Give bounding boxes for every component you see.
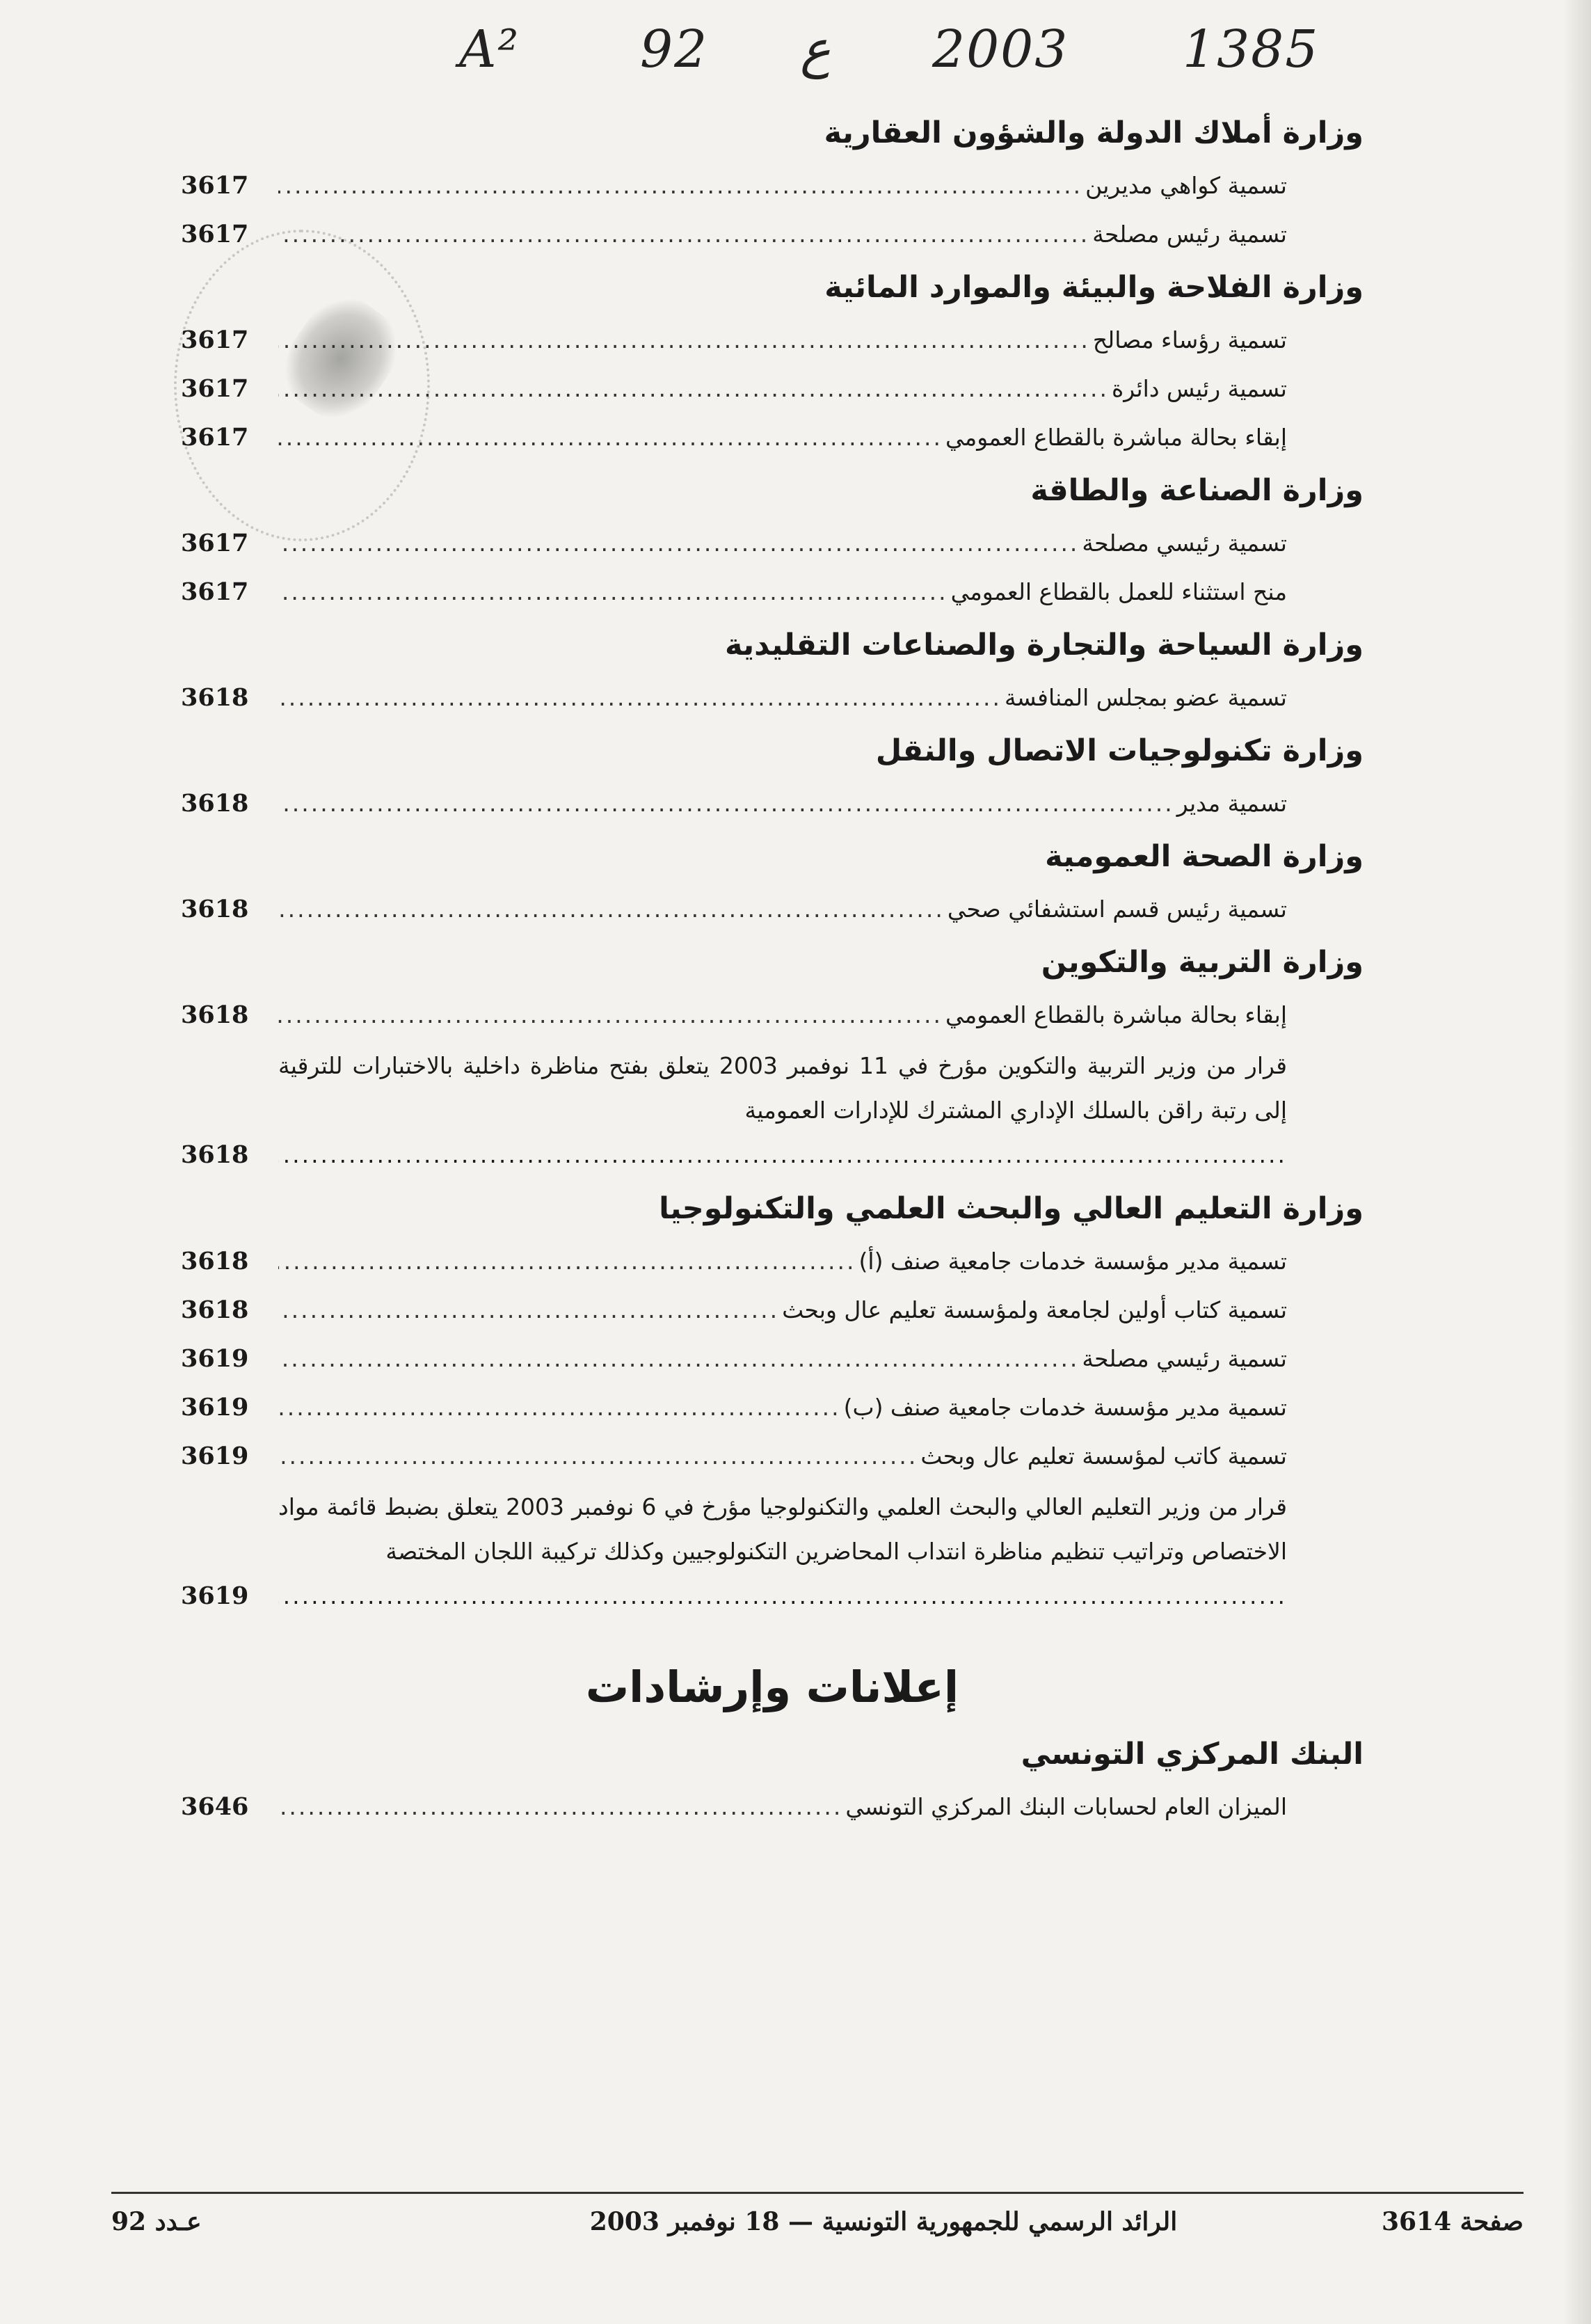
entry-title: تسمية كتاب أولين لجامعة ولمؤسسة تعليم عال وبحث (782, 1296, 1287, 1323)
toc-entry[interactable] (181, 519, 1364, 568)
entry-title: تسمية كاتب لمؤسسة تعليم عال وبحث (920, 1442, 1287, 1470)
page-footer (111, 2207, 1524, 2249)
toc-entry[interactable] (181, 779, 1364, 828)
dot-leader (278, 674, 1002, 722)
handwritten-note (459, 13, 1377, 89)
toc-section (181, 828, 1364, 934)
toc-entry[interactable] (181, 316, 1364, 365)
entry-page-number: 3618 (181, 789, 249, 818)
toc-entry[interactable] (181, 885, 1364, 934)
scan-edge-shadow (1563, 0, 1591, 2324)
section-heading: وزارة الصناعة والطاقة (1030, 473, 1364, 508)
section-heading: وزارة أملاك الدولة والشؤون العقارية (824, 116, 1364, 150)
entry-page-number: 3617 (181, 326, 249, 354)
dot-leader (278, 1286, 779, 1335)
entry-page-number: 3646 (181, 1792, 249, 1821)
toc-section (181, 722, 1364, 828)
dot-leader (278, 1783, 842, 1831)
toc-section (181, 104, 1364, 259)
announcements-section (181, 1649, 1364, 1831)
dot-leader (278, 1383, 841, 1432)
dot-leader (278, 316, 1090, 365)
dot-leader (278, 210, 1089, 259)
dot-leader (278, 885, 945, 934)
toc-entry[interactable] (181, 1432, 1364, 1481)
dot-leader (278, 568, 948, 616)
toc-long-entry[interactable] (181, 1040, 1364, 1180)
handwritten-mark: 2003 (932, 19, 1069, 79)
entry-page-number: 3619 (181, 1393, 249, 1422)
entry-title: تسمية مدير (1176, 790, 1287, 817)
toc-entry[interactable] (181, 568, 1364, 616)
toc-section (181, 462, 1364, 616)
toc-section (181, 934, 1364, 1180)
entry-page-number: 3618 (181, 1001, 249, 1029)
entry-title: تسمية رئيسي مصلحة (1082, 530, 1287, 557)
handwritten-mark: 92 (640, 19, 709, 79)
toc-entry[interactable] (181, 674, 1364, 722)
entry-page-number: 3619 (181, 1582, 249, 1610)
dot-leader (278, 365, 1109, 413)
section-heading: وزارة التربية والتكوين (1041, 945, 1364, 980)
toc-entry[interactable] (181, 1335, 1364, 1383)
entry-title: تسمية رئيس قسم استشفائي صحي (947, 896, 1287, 923)
entry-title: إبقاء بحالة مباشرة بالقطاع العمومي (945, 424, 1287, 451)
entry-title: تسمية مدير مؤسسة خدمات جامعية صنف (أ) (858, 1248, 1287, 1275)
section-heading: وزارة تكنولوجيات الاتصال والنقل (875, 733, 1364, 768)
entry-page-number: 3618 (181, 1140, 249, 1169)
toc-section (181, 616, 1364, 722)
entry-title: تسمية رئيس دائرة (1111, 375, 1287, 402)
toc-entry[interactable] (181, 365, 1364, 413)
entry-page-number: 3617 (181, 423, 249, 452)
entry-title: تسمية كواهي مديرين (1085, 172, 1287, 199)
entry-page-number: 3617 (181, 171, 249, 200)
entry-title: تسمية رئيس مصلحة (1092, 221, 1287, 248)
dot-leader (278, 991, 943, 1040)
entry-title: تسمية مدير مؤسسة خدمات جامعية صنف (ب) (843, 1394, 1287, 1421)
section-heading: البنك المركزي التونسي (1021, 1737, 1364, 1772)
entry-title: قرار من وزير التعليم العالي والبحث العلمي والتكنولوجيا مؤرخ في 6 نوفمبر 2003 يتعلق بضبط قائمة مواد الاختصاص وتراتيب تنظيم مناظرة انتداب المحاضرين التكنولوجيين وكذلك تركيبة اللجان المختصة (278, 1493, 1287, 1565)
section-heading: وزارة الصحة العمومية (1045, 839, 1364, 874)
entry-page-number: 3618 (181, 1247, 249, 1275)
section-heading: وزارة التعليم العالي والبحث العلمي والتكنولوجيا (659, 1191, 1364, 1226)
dot-leader (278, 1574, 1287, 1618)
entry-page-number: 3617 (181, 374, 249, 403)
section-heading: وزارة الفلاحة والبيئة والموارد المائية (824, 270, 1364, 305)
dot-leader (278, 1432, 918, 1481)
dot-leader (278, 1335, 1079, 1383)
entry-title: تسمية عضو بمجلس المنافسة (1005, 684, 1287, 711)
journal-title-date: الرائد الرسمي للجمهورية التونسية — 18 نوفمبر 2003 (589, 2207, 1178, 2236)
entry-title: قرار من وزير التربية والتكوين مؤرخ في 11 نوفمبر 2003 يتعلق بفتح مناظرة داخلية بالاختبارات للترقية إلى رتبة راقن بالسلك الإداري المشترك للإدارات العمومية (278, 1052, 1287, 1124)
entry-page-number: 3617 (181, 220, 249, 248)
entry-title: منح استثناء للعمل بالقطاع العمومي (950, 578, 1287, 605)
toc-section (181, 259, 1364, 462)
entry-page-number: 3617 (181, 529, 249, 557)
dot-leader (278, 161, 1082, 210)
entry-page-number: 3618 (181, 895, 249, 923)
toc-entry[interactable] (181, 1237, 1364, 1286)
footer-rule (111, 2192, 1524, 2194)
section-heading: وزارة السياحة والتجارة والصناعات التقليدية (724, 628, 1364, 662)
entry-page-number: 3617 (181, 578, 249, 606)
entry-title: تسمية رئيسي مصلحة (1082, 1345, 1287, 1372)
dot-leader (278, 1133, 1287, 1177)
toc-entry[interactable] (181, 991, 1364, 1040)
toc-entry[interactable] (181, 1783, 1364, 1831)
entry-title: إبقاء بحالة مباشرة بالقطاع العمومي (945, 1001, 1287, 1028)
announcements-title: إعلانات وإرشادات (585, 1662, 959, 1712)
dot-leader (278, 413, 943, 462)
handwritten-mark: A² (459, 19, 520, 79)
toc-entry[interactable] (181, 413, 1364, 462)
handwritten-mark: ع (800, 19, 831, 79)
issue-number: عـدد 92 (111, 2207, 202, 2236)
toc-section (181, 1180, 1364, 1621)
page-number: صفحة 3614 (1381, 2207, 1524, 2236)
toc-entry[interactable] (181, 1383, 1364, 1432)
dot-leader (278, 779, 1174, 828)
toc-long-entry[interactable] (181, 1481, 1364, 1621)
entry-title: تسمية رؤساء مصالح (1092, 326, 1287, 353)
handwritten-mark: 1385 (1183, 19, 1320, 79)
entry-title: الميزان العام لحسابات البنك المركزي التونسي (845, 1793, 1287, 1820)
entry-page-number: 3619 (181, 1344, 249, 1373)
dot-leader (278, 1237, 856, 1286)
toc-entry[interactable] (181, 210, 1364, 259)
dot-leader (278, 519, 1079, 568)
entry-page-number: 3619 (181, 1442, 249, 1470)
entry-page-number: 3618 (181, 1296, 249, 1324)
toc-entry[interactable] (181, 1286, 1364, 1335)
entry-page-number: 3618 (181, 683, 249, 712)
table-of-contents (181, 104, 1364, 1831)
toc-entry[interactable] (181, 161, 1364, 210)
